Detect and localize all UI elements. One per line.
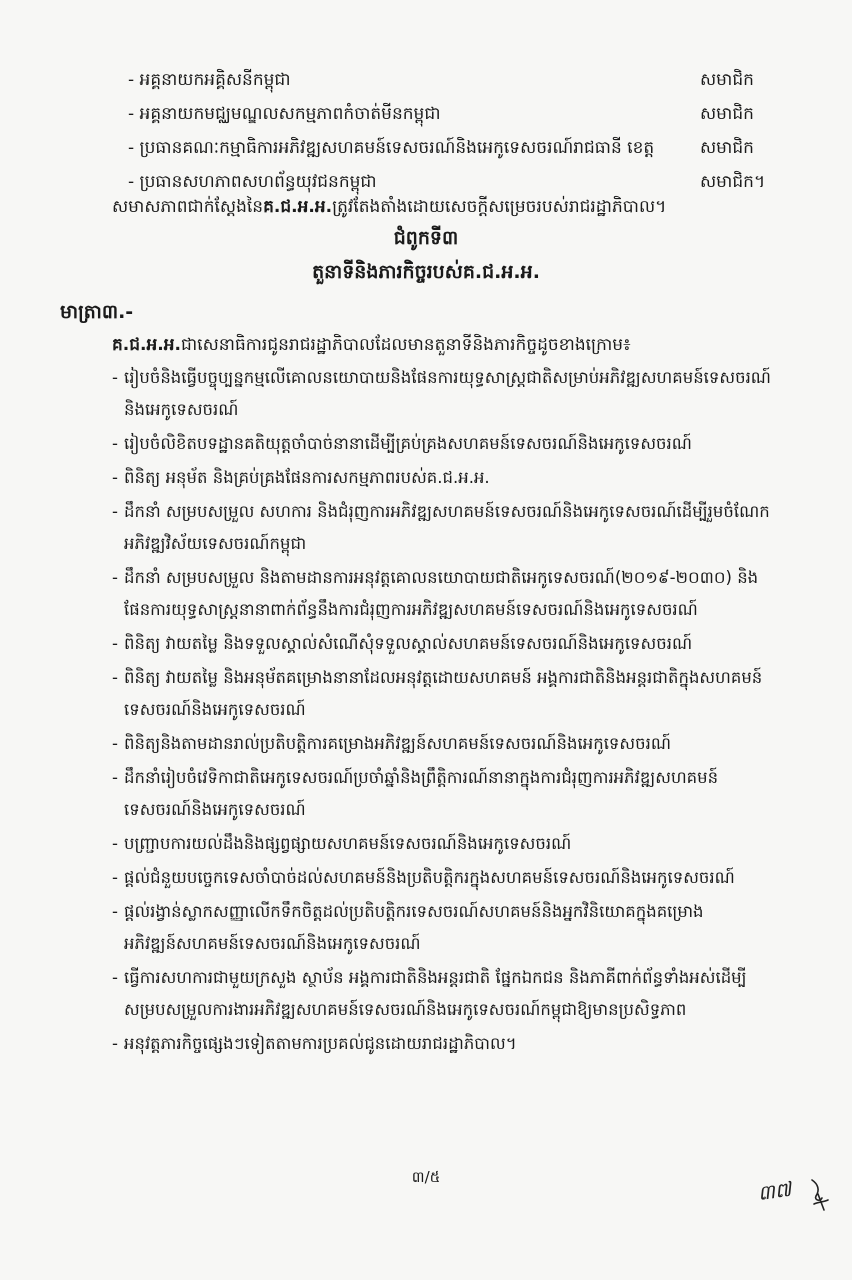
article-heading: មាត្រា៣.-	[60, 301, 134, 323]
duty-text: ដឹកនាំ សម្របសម្រួល សហការ និងជំរុញការអភិវឌ្ឍសហគមន៍ទេសចរណ៍និងអេកូទេសចរណ៍ដើម្បីរួមចំណែកអភិវឌ្ឍវិស័យទេសចរណ៍កម្ពុជា	[124, 502, 770, 553]
bullet-dash: -	[112, 1034, 118, 1053]
duty-item	[112, 496, 772, 560]
page-number: ៣/៥	[411, 1168, 441, 1186]
duty-item	[112, 828, 772, 860]
duty-item	[112, 896, 772, 960]
duty-text: ដឹកនាំរៀបចំវេទិកាជាតិអេកូទេសចរណ៍ប្រចាំឆ្នាំនិងព្រឹត្តិការណ៍នានាក្នុងការជំរុញការអភិវឌ្ឍសហគមន៍ទេសចរណ៍និងអេកូទេសចរណ៍	[124, 768, 719, 819]
article-intro-text: ជាសេនាធិការជូនរាជរដ្ឋាភិបាលដែលមានតួនាទីនិងភារកិច្ចដូចខាងក្រោម៖	[181, 335, 631, 355]
duty-item	[112, 362, 772, 426]
member-row	[128, 132, 788, 166]
duty-text: អនុវត្តភារកិច្ចផ្សេងៗទៀតតាមការប្រគល់ជូនដោយរាជរដ្ឋាភិបាល។	[124, 1034, 517, 1053]
bullet-dash: -	[112, 568, 118, 587]
duty-item	[112, 728, 772, 760]
bullet-dash: -	[112, 502, 118, 521]
bullet-dash: -	[112, 968, 118, 987]
bullet-dash: -	[112, 434, 118, 453]
duty-text: ផ្តល់ជំនួយបច្ចេកទេសចាំបាច់ដល់សហគមន៍និងប្រតិបត្តិករក្នុងសហគមន៍ទេសចរណ៍និងអេកូទេសចរណ៍	[124, 868, 735, 887]
member-list	[128, 64, 788, 200]
duty-text: ពិនិត្យ អនុម័ត និងគ្រប់គ្រងផែនការសកម្មភាពរបស់គ.ជ.អ.អ.	[124, 468, 490, 487]
duty-text: ពិនិត្យ វាយតម្លៃ និងទទួលស្គាល់សំណើសុំទទួលស្គាល់សហគមន៍ទេសចរណ៍និងអេកូទេសចរណ៍	[124, 634, 693, 653]
chapter-title: ជំពូកទី៣	[393, 227, 459, 249]
member-role: - ប្រធានសហភាពសហព័ន្ធយុវជនកម្ពុជា	[128, 171, 377, 192]
duty-item	[112, 862, 772, 894]
duty-item	[112, 562, 772, 626]
duty-item	[112, 462, 772, 494]
duty-item	[112, 662, 772, 726]
bullet-dash: -	[112, 868, 118, 887]
bullet-dash: -	[112, 368, 118, 387]
composition-suffix: ត្រូវតែងតាំងដោយសេចក្តីសម្រេចរបស់រាជរដ្ឋាភិបាល។	[332, 197, 667, 217]
duty-item	[112, 1028, 772, 1060]
chapter-subtitle: តួនាទីនិងភារកិច្ចរបស់គ.ជ.អ.អ.	[312, 261, 540, 283]
handwritten-page-mark: ៣៧	[756, 1176, 793, 1206]
duty-item	[112, 628, 772, 660]
member-row	[128, 64, 788, 98]
duty-item	[112, 962, 772, 1026]
bullet-dash: -	[112, 668, 118, 687]
bullet-dash: -	[112, 634, 118, 653]
member-status: សមាជិក	[700, 69, 754, 90]
duty-text: ផ្តល់រង្វាន់ស្លាកសញ្ញាលើកទឹកចិត្តដល់ប្រតិបត្តិករទេសចរណ៍សហគមន៍និងអ្នកវិនិយោគក្នុងគម្រោងអភិវឌ្ឍន៍សហគមន៍ទេសចរណ៍និងអេកូទេសចរណ៍	[124, 902, 704, 953]
member-status: សមាជិក	[700, 137, 754, 158]
member-row	[128, 98, 788, 132]
composition-statement	[112, 196, 666, 221]
composition-abbr: គ.ជ.អ.អ.	[263, 197, 333, 217]
duty-text: បញ្ជ្រាបការយល់ដឹងនិងផ្សព្វផ្សាយសហគមន៍ទេសចរណ៍និងអេកូទេសចរណ៍	[124, 834, 572, 853]
duty-text: រៀបចំលិខិតបទដ្ឋានគតិយុត្តចាំបាច់នានាដើម្បីគ្រប់គ្រងសហគមន៍ទេសចរណ៍និងអេកូទេសចរណ៍	[124, 434, 692, 453]
member-role: - អគ្គនាយកមជ្ឈមណ្ឌលសកម្មភាពកំចាត់មីនកម្ពុជា	[128, 103, 441, 124]
duty-text: ដឹកនាំ សម្របសម្រួល និងតាមដានការអនុវត្តគោលនយោបាយជាតិអេកូទេសចរណ៍(២០១៩-២០៣០) និងផែនការយុទ្ធសាស្ត្រនានាពាក់ព័ន្ធនឹងការជំរុញការអភិវឌ្ឍសហគមន៍ទេសចរណ៍និងអេកូទេសចរណ៍	[124, 568, 759, 619]
bullet-dash: -	[112, 468, 118, 487]
composition-prefix: សមាសភាពជាក់ស្តែងនៃ	[112, 197, 264, 217]
article-intro-abbr: គ.ជ.អ.អ.	[112, 335, 181, 355]
duty-text: ពិនិត្យនិងតាមដានរាល់ប្រតិបត្តិការគម្រោងអភិវឌ្ឍន៍សហគមន៍ទេសចរណ៍និងអេកូទេសចរណ៍	[124, 734, 671, 753]
duty-text: ធ្វើការសហការជាមួយក្រសួង ស្ថាប័ន អង្គការជាតិនិងអន្តរជាតិ ផ្នែកឯកជន និងភាគីពាក់ព័ន្ធទាំងអស់ដើម្បីសម្របសម្រួលការងារអភិវឌ្ឍសហគមន៍ទេសចរណ៍និងអេកូទេសចរណ៍កម្ពុជាឱ្យមានប្រសិទ្ធភាព	[124, 968, 747, 1019]
duty-text: ពិនិត្យ វាយតម្លៃ និងអនុម័តគម្រោងនានាដែលអនុវត្តដោយសហគមន៍ អង្គការជាតិនិងអន្តរជាតិក្នុងសហគមន៍ទេសចរណ៍និងអេកូទេសចរណ៍	[124, 668, 763, 719]
member-role: - អគ្គនាយកអគ្គិសនីកម្ពុជា	[128, 69, 291, 90]
member-status: សមាជិក។	[700, 171, 766, 192]
member-status: សមាជិក	[700, 103, 754, 124]
member-row	[128, 166, 788, 200]
duty-item	[112, 428, 772, 460]
duty-item	[112, 762, 772, 826]
duty-text: រៀបចំនិងធ្វើបច្ចុប្បន្នកម្មលើគោលនយោបាយនិងផែនការយុទ្ធសាស្ត្រជាតិសម្រាប់អភិវឌ្ឍសហគមន៍ទេសចរណ៍និងអេកូទេសចរណ៍	[124, 368, 771, 419]
bullet-dash: -	[112, 834, 118, 853]
bullet-dash: -	[112, 734, 118, 753]
duty-list	[112, 362, 772, 1062]
bullet-dash: -	[112, 902, 118, 921]
member-role: - ប្រធានគណៈកម្មាធិការអភិវឌ្ឍសហគមន៍ទេសចរណ៍និងអេកូទេសចរណ៍រាជធានី ខេត្ត	[128, 137, 655, 158]
signature-initial-icon	[808, 1176, 830, 1212]
article-intro	[112, 334, 631, 359]
bullet-dash: -	[112, 768, 118, 787]
